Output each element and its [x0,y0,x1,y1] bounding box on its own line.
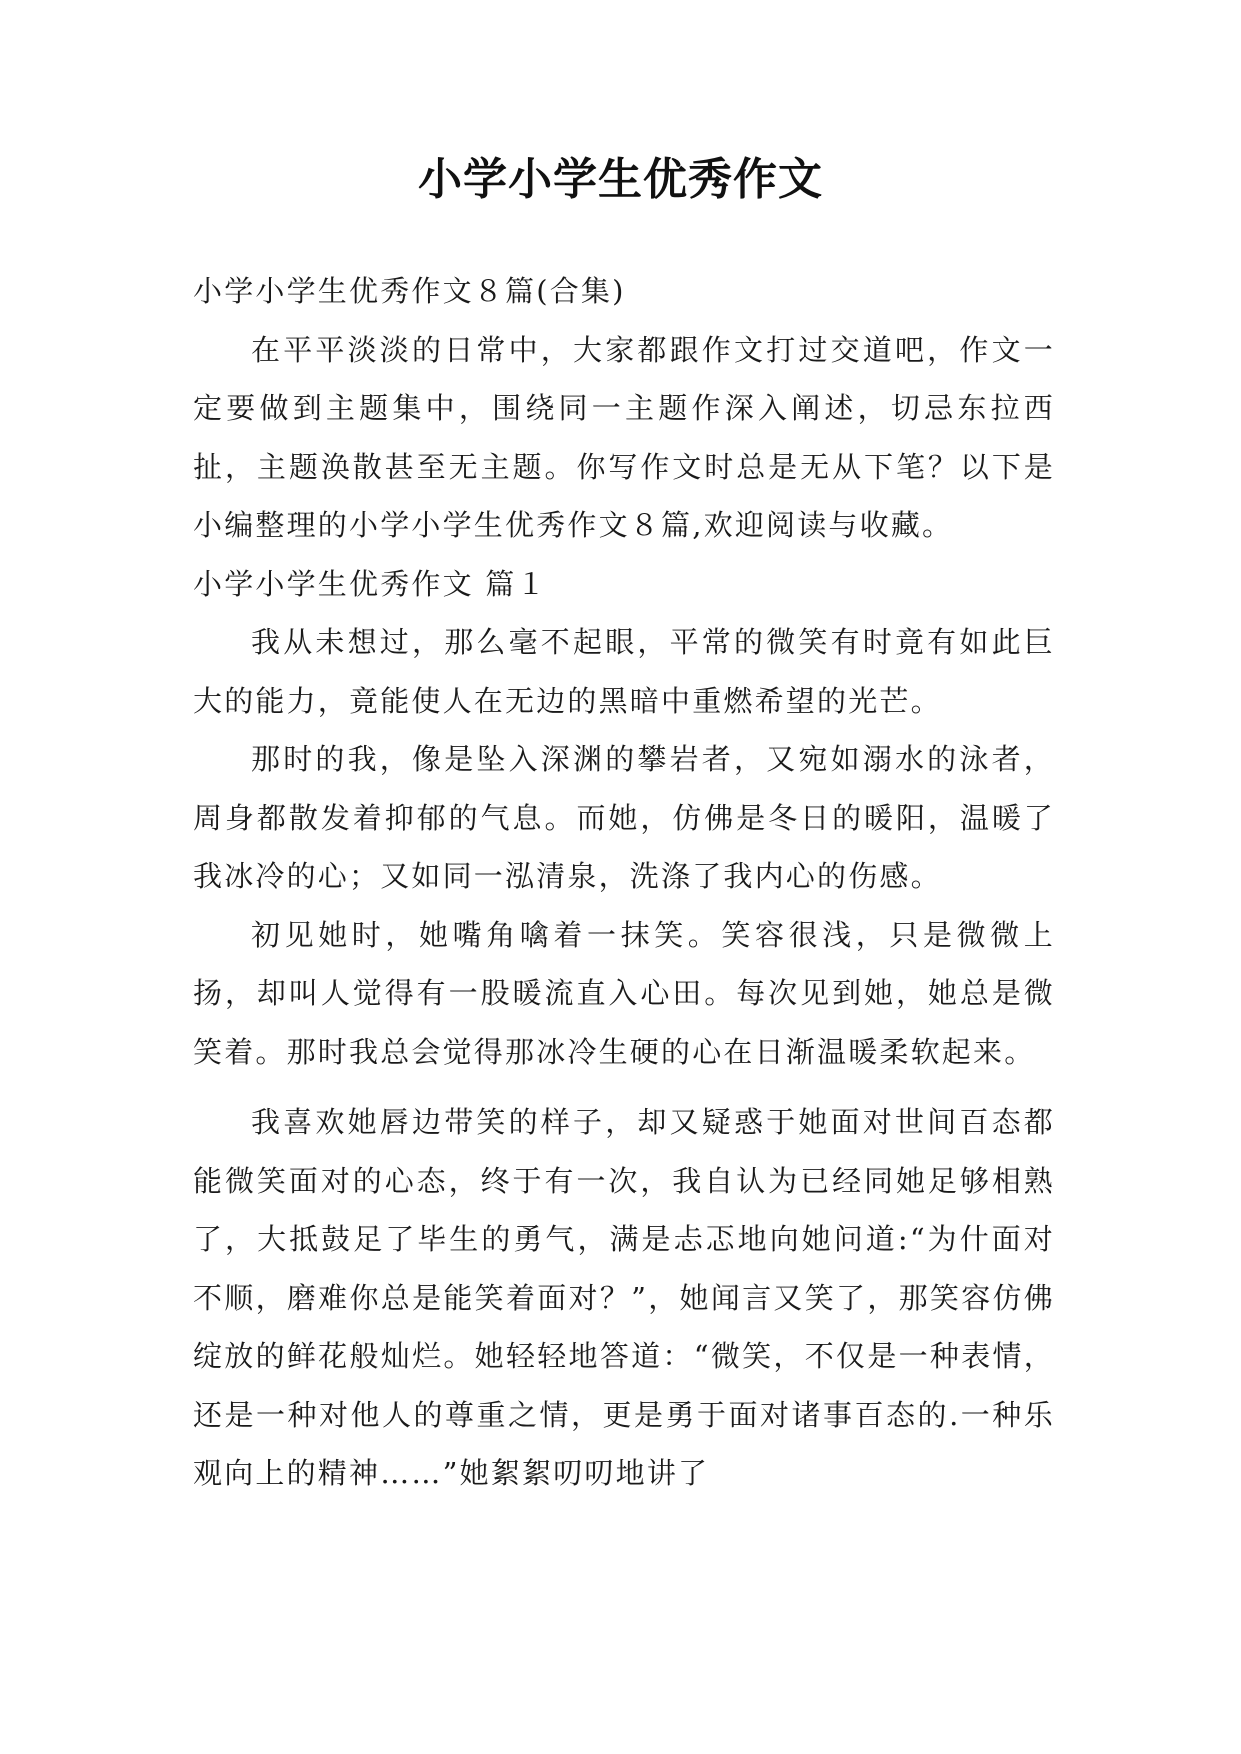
document-body [193,262,1055,1503]
body-paragraph: 我喜欢她唇边带笑的样子，却又疑惑于她面对世间百态都能微笑面对的心态，终于有一次，我自认为已经同她足够相熟了，大抵鼓足了毕生的勇气，满是忐忑地向她问道:“为什面对不顺，磨难你总是能笑着面对？”，她闻言又笑了，那笑容仿佛绽放的鲜花般灿烂。她轻轻地答道：“微笑，不仅是一种表情，还是一种对他人的尊重之情，更是勇于面对诸事百态的.一种乐观向上的精神……”她絮絮叨叨地讲了 [193,1105,1055,1490]
body-paragraph: 初见她时，她嘴角噙着一抹笑。笑容很浅，只是微微上扬，却叫人觉得有一股暖流直入心田。每次见到她，她总是微笑着。那时我总会觉得那冰冷生硬的心在日渐温暖柔软起来。 [193,917,1055,1069]
intro-paragraph: 在平平淡淡的日常中，大家都跟作文打过交道吧，作文一定要做到主题集中，围绕同一主题作深入阐述，切忌东拉西扯，主题涣散甚至无主题。你写作文时总是无从下笔？以下是小编整理的小学小学生优秀作文８篇,欢迎阅读与收藏。 [193,332,1055,542]
document-title: 小学小学生优秀作文 [418,154,823,205]
document-subtitle: 小学小学生优秀作文８篇(合集) [193,274,626,308]
section-heading: 小学小学生优秀作文 篇１ [193,566,548,601]
body-paragraph: 我从未想过，那么毫不起眼，平常的微笑有时竟有如此巨大的能力，竟能使人在无边的黑暗中重燃希望的光芒。 [193,625,1055,718]
body-paragraph: 那时的我，像是坠入深渊的攀岩者，又宛如溺水的泳者，周身都散发着抑郁的气息。而她，仿佛是冬日的暖阳，温暖了我冰冷的心；又如同一泓清泉，洗涤了我内心的伤感。 [193,742,1055,893]
